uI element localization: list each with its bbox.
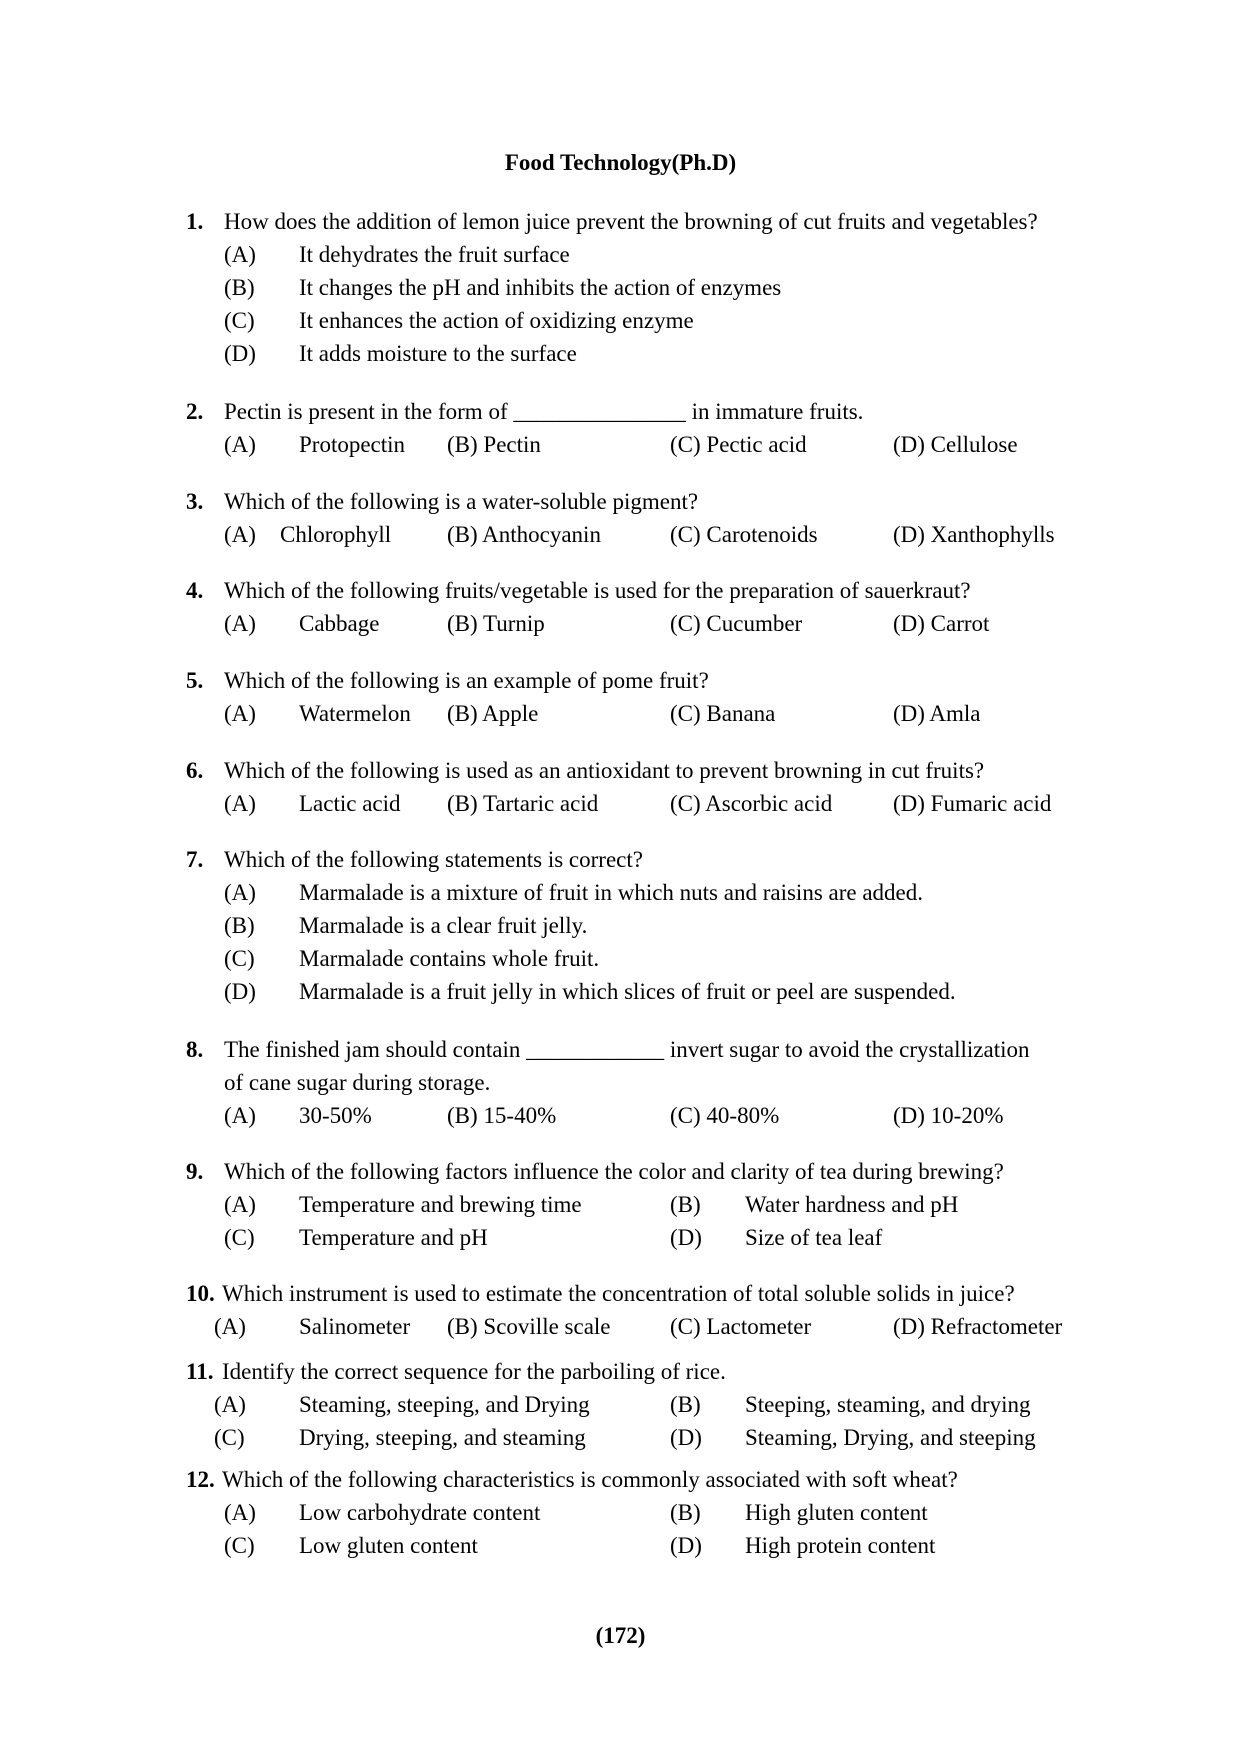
option-label: (C)	[224, 1533, 255, 1558]
option-label: (C)	[224, 308, 255, 333]
option-label: (B)	[224, 275, 255, 300]
option-d	[0, 428, 1241, 461]
option-text: 30-50%	[299, 1103, 372, 1128]
option-label: (B)	[670, 1192, 701, 1217]
option-text: (B) Tartaric acid	[447, 791, 599, 816]
option-label: (A)	[224, 611, 256, 636]
option-text: Drying, steeping, and steaming	[299, 1425, 586, 1450]
option-d	[0, 1099, 1241, 1132]
option-label: (A)	[224, 432, 256, 457]
option-d	[0, 1421, 1241, 1454]
option-text: Protopectin	[299, 432, 406, 457]
option-text: Marmalade contains whole fruit.	[299, 946, 600, 971]
option-label: (C)	[224, 1225, 255, 1250]
option-label: (A)	[224, 880, 256, 905]
question-number: 3.	[186, 489, 204, 514]
option-b	[0, 1388, 1241, 1421]
option-label: (B)	[670, 1500, 701, 1525]
page-title: Food Technology(Ph.D)	[504, 150, 737, 175]
question-number: 4.	[186, 578, 204, 603]
option-label: (A)	[224, 1192, 256, 1217]
option-text: It adds moisture to the surface	[299, 341, 577, 366]
option-label: (B)	[224, 913, 255, 938]
option-text: (B) Scoville scale	[447, 1314, 611, 1339]
question-text: Which instrument is used to estimate the concentration of total soluble solids in juice?	[222, 1281, 1015, 1306]
option-text: (B) Turnip	[447, 611, 545, 636]
option-text: (C) Pectic acid	[670, 432, 807, 457]
option-label: (D)	[224, 979, 256, 1004]
option-d	[0, 1310, 1241, 1343]
option-d	[0, 607, 1241, 640]
option-text: Steaming, steeping, and Drying	[299, 1392, 590, 1417]
question-text: How does the addition of lemon juice prevent the browning of cut fruits and vegetables?	[224, 209, 1038, 234]
option-b	[0, 1188, 1241, 1221]
option-label: (D)	[224, 341, 256, 366]
option-label: (A)	[224, 242, 256, 267]
option-text: It dehydrates the fruit surface	[299, 242, 570, 267]
question-text: Which of the following is used as an antioxidant to prevent browning in cut fruits?	[224, 758, 985, 783]
option-d	[0, 975, 1241, 1008]
option-label: (D)	[670, 1533, 702, 1558]
question-number: 5.	[186, 668, 204, 693]
option-text: Size of tea leaf	[745, 1225, 883, 1250]
option-text: Watermelon	[299, 701, 411, 726]
option-d	[0, 787, 1241, 820]
question-text: Pectin is present in the form of _______________ in immature fruits.	[224, 399, 864, 424]
option-text: (D) 10-20%	[893, 1103, 1004, 1128]
option-label: (B)	[670, 1392, 701, 1417]
option-label: (C)	[224, 946, 255, 971]
option-text: (D) Carrot	[893, 611, 990, 636]
option-label: (A)	[224, 1500, 256, 1525]
option-b	[0, 1496, 1241, 1529]
option-text: Marmalade is a mixture of fruit in which nuts and raisins are added.	[299, 880, 924, 905]
question-number: 12.	[186, 1467, 215, 1492]
option-d	[0, 337, 1241, 370]
option-d	[0, 1221, 1241, 1254]
option-label: (A)	[224, 1103, 256, 1128]
option-text: (B) Apple	[447, 701, 539, 726]
option-label: (A)	[214, 1392, 246, 1417]
option-text: (B) Anthocyanin	[447, 522, 601, 547]
option-text: Marmalade is a clear fruit jelly.	[299, 913, 588, 938]
option-label: (A)	[214, 1314, 246, 1339]
page-number: (172)	[595, 1623, 646, 1648]
option-d	[0, 518, 1241, 551]
option-text: High gluten content	[745, 1500, 928, 1525]
option-a	[0, 876, 1241, 909]
option-text: High protein content	[745, 1533, 936, 1558]
question-number: 9.	[186, 1159, 204, 1184]
option-text: Cabbage	[299, 611, 380, 636]
question-text: Which of the following fruits/vegetable is used for the preparation of sauerkraut?	[224, 578, 971, 603]
option-text: (C) Cucumber	[670, 611, 803, 636]
question-number: 7.	[186, 847, 204, 872]
question-text-continued: of cane sugar during storage.	[224, 1070, 491, 1095]
option-text: Marmalade is a fruit jelly in which slices of fruit or peel are suspended.	[299, 979, 956, 1004]
option-text: It enhances the action of oxidizing enzyme	[299, 308, 694, 333]
question-text: Identify the correct sequence for the parboiling of rice.	[222, 1359, 726, 1384]
option-text: (C) Lactometer	[670, 1314, 812, 1339]
question-number: 8.	[186, 1037, 204, 1062]
question-text: Which of the following statements is correct?	[224, 847, 643, 872]
question-text: Which of the following factors influence the color and clarity of tea during brewing?	[224, 1159, 1004, 1184]
option-text: Low carbohydrate content	[299, 1500, 541, 1525]
question-text: The finished jam should contain ____________ invert sugar to avoid the crystallization	[224, 1037, 1030, 1062]
option-text: (C) Banana	[670, 701, 776, 726]
option-label: (D)	[670, 1225, 702, 1250]
option-text: Temperature and brewing time	[299, 1192, 582, 1217]
option-b	[0, 271, 1241, 304]
option-text: Steaming, Drying, and steeping	[745, 1425, 1036, 1450]
option-label: (A)	[224, 791, 256, 816]
question-text: Which of the following is an example of pome fruit?	[224, 668, 709, 693]
question-text: Which of the following is a water-soluble pigment?	[224, 489, 699, 514]
option-text: Steeping, steaming, and drying	[745, 1392, 1031, 1417]
option-text: (C) Ascorbic acid	[670, 791, 833, 816]
option-label: (A)	[224, 522, 256, 547]
question-text: Which of the following characteristics is commonly associated with soft wheat?	[222, 1467, 958, 1492]
option-a	[0, 238, 1241, 271]
option-label: (C)	[214, 1425, 245, 1450]
option-text: (D) Cellulose	[893, 432, 1018, 457]
option-c	[0, 942, 1241, 975]
option-text: (B) Pectin	[447, 432, 541, 457]
option-text: Salinometer	[299, 1314, 411, 1339]
option-text: Water hardness and pH	[745, 1192, 959, 1217]
option-text: (D) Fumaric acid	[893, 791, 1052, 816]
question-number: 2.	[186, 399, 204, 424]
option-text: (D) Refractometer	[893, 1314, 1063, 1339]
option-text: It changes the pH and inhibits the action of enzymes	[299, 275, 782, 300]
option-text: (D) Xanthophylls	[893, 522, 1055, 547]
option-text: (B) 15-40%	[447, 1103, 557, 1128]
question-number: 10.	[186, 1281, 215, 1306]
question-number: 1.	[186, 209, 204, 234]
question-number: 11.	[186, 1359, 214, 1384]
option-text: (C) 40-80%	[670, 1103, 780, 1128]
question-number: 6.	[186, 758, 204, 783]
option-c	[0, 304, 1241, 337]
option-label: (A)	[224, 701, 256, 726]
option-text: (C) Carotenoids	[670, 522, 818, 547]
option-label: (D)	[670, 1425, 702, 1450]
option-d	[0, 697, 1241, 730]
option-text: Temperature and pH	[299, 1225, 488, 1250]
option-text: Chlorophyll	[280, 522, 392, 547]
option-b	[0, 909, 1241, 942]
option-text: (D) Amla	[893, 701, 981, 726]
option-text: Lactic acid	[299, 791, 401, 816]
option-d	[0, 1529, 1241, 1562]
option-text: Low gluten content	[299, 1533, 478, 1558]
